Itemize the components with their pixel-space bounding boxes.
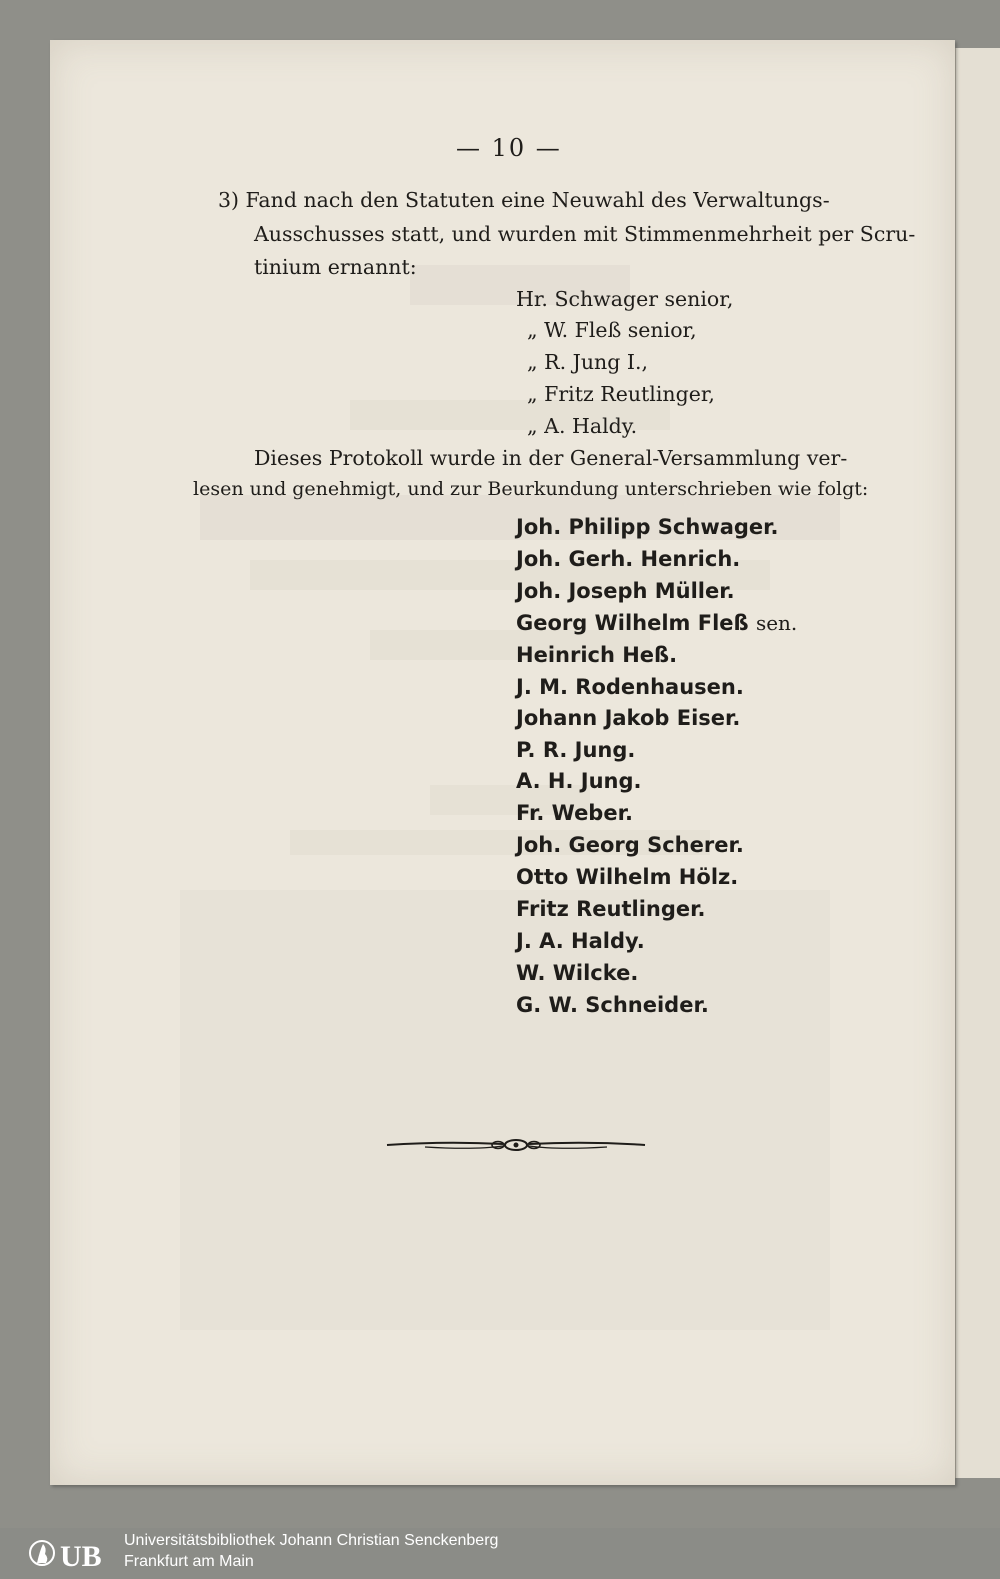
next-page-edge: [955, 48, 1000, 1478]
signatory-name: Fritz Reutlinger.: [516, 897, 706, 921]
signatory-name: Otto Wilhelm Hölz.: [516, 865, 739, 889]
signatory-name: Fr. Weber.: [516, 801, 633, 825]
signatory-name: J. M. Rodenhausen.: [516, 675, 744, 699]
signatory-name: Joh. Joseph Müller.: [516, 579, 735, 603]
signatory-name: G. W. Schneider.: [516, 993, 709, 1017]
footer-library-name: Universitätsbibliothek Johann Christian Senckenberg: [124, 1532, 499, 1549]
document-page: [50, 40, 955, 1485]
signatory-name: J. A. Haldy.: [516, 929, 645, 953]
signatory-name: Georg Wilhelm Fleß sen.: [516, 611, 798, 635]
paragraph-line: Dieses Protokoll wurde in der General-Versammlung ver-: [254, 446, 848, 470]
elected-member: „ Fritz Reutlinger,: [527, 382, 715, 406]
signatory-name: Joh. Gerh. Henrich.: [516, 547, 741, 571]
elected-member: Hr. Schwager senior,: [516, 287, 734, 311]
signatory-name: Heinrich Heß.: [516, 643, 678, 667]
elected-member: „ A. Haldy.: [527, 414, 638, 438]
signatory-name: W. Wilcke.: [516, 961, 639, 985]
elected-member: „ R. Jung I.,: [527, 350, 648, 374]
elected-member: „ W. Fleß senior,: [527, 318, 697, 342]
signatory-name: Joh. Georg Scherer.: [516, 833, 744, 857]
library-logo: [28, 1530, 118, 1576]
paragraph-line: Ausschusses statt, und wurden mit Stimmenmehrheit per Scru-: [254, 222, 916, 246]
paragraph-line: tinium ernannt:: [254, 255, 417, 279]
paragraph-line: 3) Fand nach den Statuten eine Neuwahl des Verwaltungs-: [218, 188, 830, 212]
signatory-suffix: sen.: [755, 611, 798, 635]
show-through-texture: [50, 40, 955, 1485]
paragraph-line: lesen und genehmigt, und zur Beurkundung unterschrieben wie folgt:: [193, 478, 869, 500]
ornament-divider: [385, 1134, 647, 1156]
signatory-name: Johann Jakob Eiser.: [516, 706, 741, 730]
signatory-name: P. R. Jung.: [516, 738, 636, 762]
signatory-name: A. H. Jung.: [516, 769, 642, 793]
signatory-name: Joh. Philipp Schwager.: [516, 515, 779, 539]
page-number: — 10 —: [456, 134, 562, 162]
logo-text: UB: [60, 1540, 102, 1573]
footer-library-city: Frankfurt am Main: [124, 1553, 254, 1570]
